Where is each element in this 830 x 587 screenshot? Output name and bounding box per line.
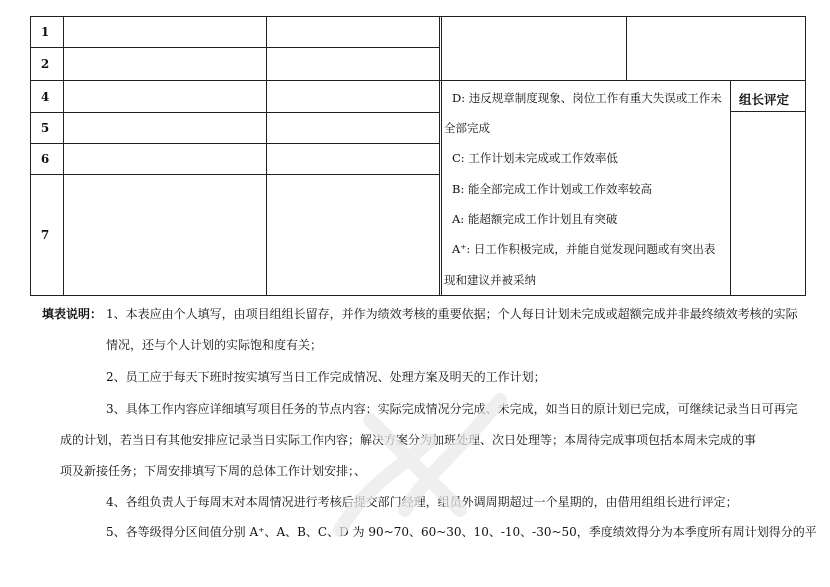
row-line xyxy=(30,47,440,48)
instructions-lead: 填表说明： xyxy=(42,307,103,321)
note-3-line2: 成的计划，若当日有其他安排应记录当日实际工作内容；解决方案分为加班处理、次日处理等；本周待完成事项包括本周未完成的事 xyxy=(60,433,757,447)
col-divider-1 xyxy=(266,16,267,296)
row-number: 4 xyxy=(40,90,50,104)
note-1-line2: 情况，还与个人计划的实际饱和度有关； xyxy=(106,338,323,352)
col-divider-2 xyxy=(439,16,440,296)
table-border-bottom xyxy=(30,295,806,296)
work-plan-table xyxy=(30,16,806,296)
leader-header-line xyxy=(730,111,806,112)
row-number: 6 xyxy=(40,152,50,166)
table-border-top xyxy=(30,16,806,17)
col-divider-2b xyxy=(441,16,442,296)
criteria-a: A: 能超额完成工作计划且有突破 xyxy=(452,212,618,226)
note-5: 5、各等级得分区间值分别 A⁺、A、B、C、D 为 90~70、60~30、10、-10、-30~50，季度绩效得分为本季度所有周计划得分的平 xyxy=(106,525,817,539)
note-2: 2、员工应于每天下班时按实填写当日工作完成情况、处理方案及明天的工作计划； xyxy=(106,370,546,384)
col-divider-number xyxy=(63,16,64,296)
criteria-d-line2: 全部完成 xyxy=(444,121,490,135)
criteria-aplus-line1: A⁺: 日工作积极完成，并能自觉发现问题或有突出表 xyxy=(452,242,716,256)
note-3-line1: 3、具体工作内容应详细填写项目任务的节点内容；实际完成情况分完成、未完成，如当日的原计划已完成，可继续记录当日可再完 xyxy=(106,402,798,416)
note-1-line1: 1、本表应由个人填写，由项目组组长留存，并作为绩效考核的重要依据；个人每日计划未完成或超额完成并非最终绩效考核的实际 xyxy=(106,307,798,321)
row-number: 5 xyxy=(40,121,50,135)
criteria-d-line1: D: 违反规章制度现象、岗位工作有重大失误或工作未 xyxy=(452,91,722,105)
row-line xyxy=(30,174,440,175)
leader-evaluation-header: 组长评定 xyxy=(739,92,790,107)
criteria-aplus-line2: 现和建议并被采纳 xyxy=(444,273,536,287)
criteria-b: B: 能全部完成工作计划或工作效率较高 xyxy=(452,182,652,196)
row-line xyxy=(30,112,440,113)
criteria-c: C: 工作计划未完成或工作效率低 xyxy=(452,151,618,165)
right-top-divider xyxy=(626,16,627,80)
note-3-line3: 项及新接任务；下周安排填写下周的总体工作计划安排；、 xyxy=(60,464,367,478)
note-4: 4、各组负责人于每周末对本周情况进行考核后提交部门经理，组员外调周期超过一个星期的，由借用组组长进行评定； xyxy=(106,495,738,509)
row-number: 2 xyxy=(40,57,50,71)
row-line xyxy=(30,80,806,81)
row-number: 7 xyxy=(40,228,50,242)
table-border-right xyxy=(805,16,806,296)
row-number: 1 xyxy=(40,25,50,39)
row-line xyxy=(30,143,440,144)
